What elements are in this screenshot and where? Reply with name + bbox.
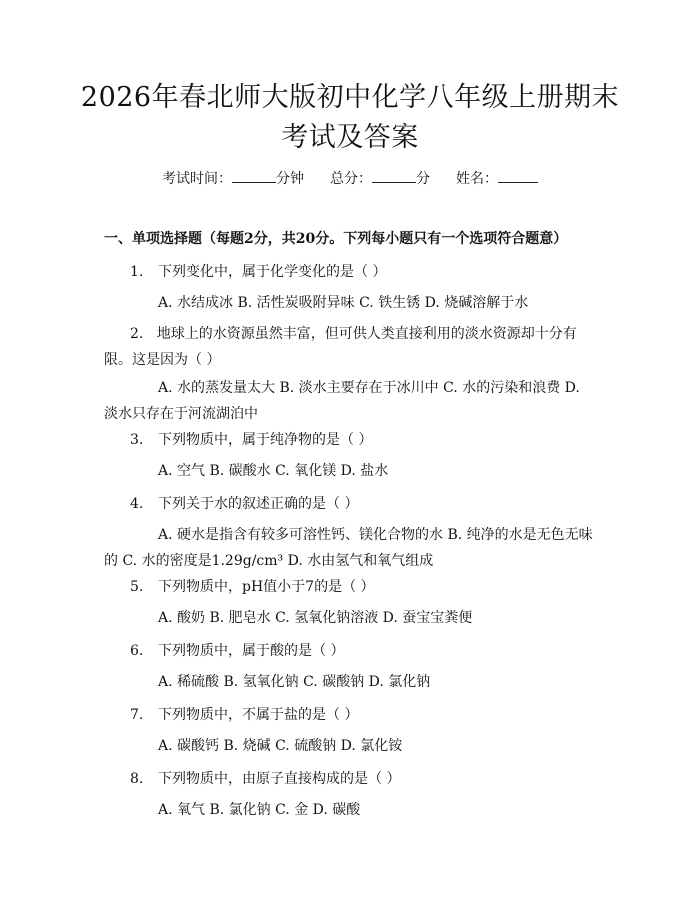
question-4-options: A. 硬水是指含有较多可溶性钙、镁化合物的水 B. 纯净的水是无色无味的 C. 水的密度是1.29g/cm³ D. 水由氢气和氧气组成 xyxy=(104,527,593,569)
name-blank xyxy=(498,168,538,183)
question-number: 4. xyxy=(130,496,144,512)
time-label: 考试时间： xyxy=(162,171,232,187)
question-text: 下列物质中，属于纯净物的是（ ） xyxy=(158,432,373,448)
score-label: 总分： xyxy=(330,171,372,187)
question-text: 下列关于水的叙述正确的是（ ） xyxy=(158,496,359,512)
title-line-1: 2026年春北师大版初中化学八年级上册期末 xyxy=(80,82,620,113)
question-7 xyxy=(104,702,604,728)
question-1-options: A. 水结成冰 B. 活性炭吸附异味 C. 铁生锈 D. 烧碱溶解于水 xyxy=(158,295,529,311)
question-number: 5. xyxy=(130,579,144,595)
question-7-options: A. 碳酸钙 B. 烧碱 C. 硫酸钠 D. 氯化铵 xyxy=(158,738,403,754)
question-2-options: A. 水的蒸发量太大 B. 淡水主要存在于冰川中 C. 水的污染和浪费 D. 淡水只存在于河流湖泊中 xyxy=(104,380,580,422)
question-5-options: A. 酸奶 B. 肥皂水 C. 氢氧化钠溶液 D. 蚕宝宝粪便 xyxy=(158,610,473,626)
question-3-options: A. 空气 B. 碳酸水 C. 氧化镁 D. 盐水 xyxy=(158,463,389,479)
exam-meta xyxy=(0,168,700,189)
question-4 xyxy=(104,491,604,517)
question-6 xyxy=(104,638,604,664)
name-label: 姓名： xyxy=(456,171,498,187)
question-8-options: A. 氧气 B. 氯化钠 C. 金 D. 碳酸 xyxy=(158,802,361,818)
time-unit: 分钟 xyxy=(276,171,304,187)
question-number: 7. xyxy=(130,707,144,723)
question-number: 1. xyxy=(130,264,144,280)
question-8 xyxy=(104,766,604,792)
question-2 xyxy=(104,321,598,373)
question-number: 8. xyxy=(130,771,144,787)
question-number: 2. xyxy=(130,326,144,342)
time-blank xyxy=(232,168,276,183)
question-3 xyxy=(104,427,604,453)
score-blank xyxy=(372,168,416,183)
question-text: 下列变化中，属于化学变化的是（ ） xyxy=(158,264,387,280)
score-unit: 分 xyxy=(416,171,430,187)
question-text: 下列物质中，pH值小于7的是（ ） xyxy=(158,579,375,595)
section-heading: 一、单项选择题（每题2分，共20分。下列每小题只有一个选项符合题意） xyxy=(104,231,568,247)
question-number: 3. xyxy=(130,432,144,448)
question-text: 下列物质中，属于酸的是（ ） xyxy=(158,643,345,659)
question-text: 地球上的水资源虽然丰富，但可供人类直接利用的淡水资源却十分有限。这是因为（ ） xyxy=(104,326,577,368)
question-6-options: A. 稀硫酸 B. 氢氧化钠 C. 碳酸钠 D. 氯化钠 xyxy=(158,674,431,690)
question-1 xyxy=(104,259,604,285)
question-text: 下列物质中，由原子直接构成的是（ ） xyxy=(158,771,401,787)
question-text: 下列物质中，不属于盐的是（ ） xyxy=(158,707,359,723)
page-title xyxy=(60,78,640,158)
title-line-2: 考试及答案 xyxy=(281,122,419,153)
question-number: 6. xyxy=(130,643,144,659)
question-5 xyxy=(104,574,604,600)
